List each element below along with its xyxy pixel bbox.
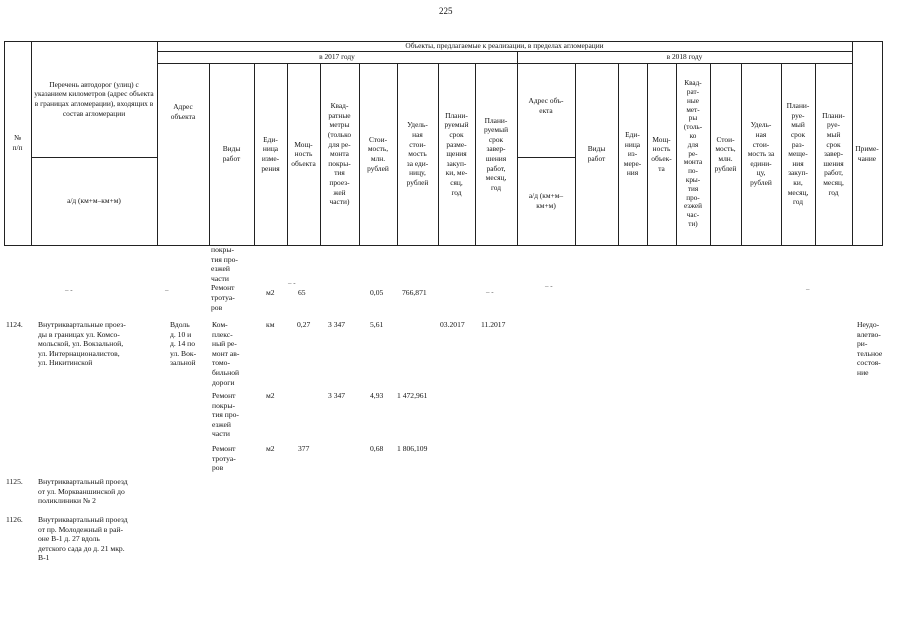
col-2018-works: Виды работ	[587, 144, 606, 163]
col-2018-plan-end: Плани- руе- мый срок завер- шения работ, месяц, год	[822, 110, 845, 197]
col-2017-works: Виды работ	[222, 144, 241, 163]
row-1124-capacity-3: 377	[298, 444, 310, 453]
header-note: Приме- чание	[855, 144, 879, 163]
scan-mark: ‒ ‑	[65, 286, 73, 294]
row-1124-works-1: Ком- плекс- ный ре- монт ав- томо- бильной дороги	[212, 320, 240, 387]
row-1124-plan-end: 11.2017	[481, 320, 506, 329]
header-road-list: Перечень автодорог (улиц) с указанием километров (адрес объекта в границах агломерации), входящих в состав агломерации	[34, 79, 154, 118]
col-2018-cost: Стои- мость, млн. рублей	[714, 134, 737, 173]
row-1124-address: Вдоль д. 10 и д. 14 по ул. Вок- зальной	[170, 320, 197, 368]
col-2017-capacity: Мощ- ность объекта	[291, 139, 316, 168]
row-1124-note: Неудо- влетво- ри- тельное состоя- ние	[857, 320, 883, 377]
row-1125-road: Внутриквартальный проезд от ул. Моркваншинской до поликлиники № 2	[38, 477, 128, 506]
rule	[31, 41, 32, 246]
row-1124-number: 1124.	[6, 320, 23, 329]
col-2017-cost: Стои- мость, млн. рублей	[367, 134, 389, 173]
col-2017-unit-cost: Удель- ная стои- мость за еди- ницу, рублей	[406, 120, 429, 187]
row-1124-road: Внутриквартальные проез- ды в границах ул. Комсо- мольской, ул. Вокзальной, ул. Интернационалистов, ул. Никитинской	[38, 320, 126, 368]
col-2017-plan-place: Плани- руемый срок разме- щения закуп- ки, ме- сяц, год	[444, 110, 469, 197]
row-1124-cost-3: 0,68	[370, 444, 384, 453]
col-2018-address: Адрес объ- екта	[528, 96, 564, 115]
header-road-sub: а/д (км+м–км+м)	[67, 196, 121, 206]
header-num: № п/п	[12, 133, 23, 152]
row-1124-capacity-1: 0,27	[297, 320, 311, 329]
row-1124-unit-cost-2: 1 472,961	[397, 391, 428, 400]
scan-mark: ‒ ‑	[288, 279, 296, 287]
row-1124-unit-2: м2	[266, 391, 275, 400]
scan-mark: ‒	[806, 285, 810, 293]
row-1124-unit-cost-3: 1 806,109	[397, 444, 428, 453]
cont-capacity: 65	[298, 288, 306, 297]
header-table	[4, 41, 882, 246]
cont-works: покры- тия про- езжей части Ремонт тротуа- ров	[211, 245, 238, 312]
rule	[157, 41, 158, 246]
scan-mark: ‒ ‑	[486, 288, 494, 296]
row-1124-plan-place: 03.2017	[440, 320, 465, 329]
rule	[4, 245, 882, 246]
col-2018-unit-cost: Удель- ная стои- мость за едини- цу, рублей	[747, 120, 775, 187]
cont-unit-cost: 766,871	[402, 288, 427, 297]
row-1126-number: 1126.	[6, 515, 23, 524]
rule	[517, 157, 575, 158]
page-number: 225	[439, 6, 453, 16]
row-1124-unit-1: км	[266, 320, 275, 329]
rule	[517, 51, 518, 246]
header-year-2018: в 2018 году	[666, 52, 703, 62]
row-1124-cost-1: 5,61	[370, 320, 384, 329]
col-2018-address-sub: а/д (км+м– км+м)	[528, 191, 564, 210]
col-2018-capacity: Мощ- ность объек- та	[651, 134, 672, 173]
header-objects-title: Объекты, предлагаемые к реализации, в пределах агломерации	[405, 41, 604, 51]
col-2017-sqm: Квад- ратные метры (только для ре- монта покры- тия проез- жей части)	[327, 101, 352, 207]
row-1126-road: Внутриквартальный проезд от пр. Молодежный в рай- оне В-1 д. 27 вдоль детского сада до д. 21 мкр. В-1	[38, 515, 128, 563]
row-1124-unit-3: м2	[266, 444, 275, 453]
row-1124-sqm-1: 3 347	[328, 320, 346, 329]
scan-mark: ‒	[165, 286, 169, 294]
col-2017-plan-end: Плани- руемый срок завер- шения работ, месяц, год	[483, 115, 509, 192]
row-1124-works-3: Ремонт тротуа- ров	[212, 444, 236, 473]
col-2018-unit: Еди- ница из- мере- ния	[623, 130, 642, 178]
row-1125-number: 1125.	[6, 477, 23, 486]
row-1124-cost-2: 4,93	[370, 391, 384, 400]
row-1124-works-2: Ремонт покры- тия про- езжей части	[212, 391, 239, 439]
row-1124-sqm-2: 3 347	[328, 391, 346, 400]
rule	[31, 157, 157, 158]
col-2018-plan-place: Плани- руе- мый срок раз- меще- ния закуп- ки, месяц, год	[786, 101, 810, 207]
cont-cost: 0,05	[370, 288, 384, 297]
scan-mark: ‒ ‑	[545, 282, 553, 290]
rule	[882, 41, 883, 246]
header-year-2017: в 2017 году	[319, 52, 355, 62]
col-2017-address: Адрес объекта	[170, 102, 196, 121]
col-2018-sqm: Квад- рат- ные мет- ры (толь- ко для ре- монта по- кры- тия про- езжей час- ти)	[683, 79, 703, 228]
col-2017-unit: Еди- ница изме- рения	[261, 134, 280, 173]
cont-unit: м2	[266, 288, 275, 297]
